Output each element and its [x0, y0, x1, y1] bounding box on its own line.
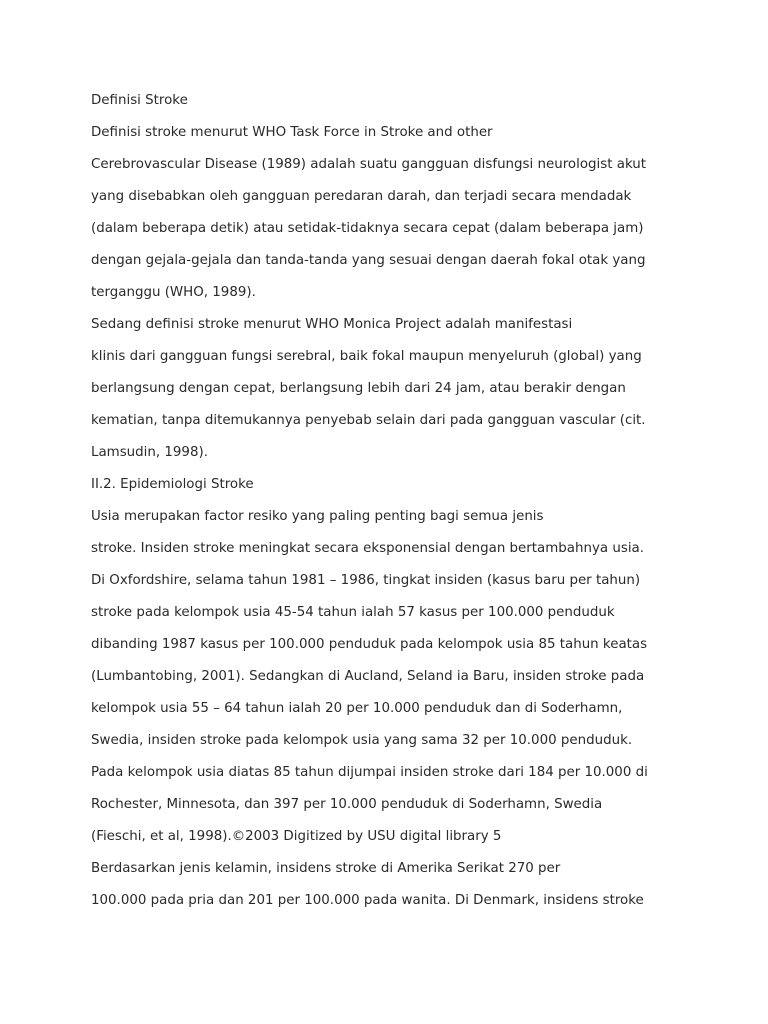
text-line: Pada kelompok usia diatas 85 tahun dijumpai insiden stroke dari 184 per 10.000 di [91, 765, 648, 780]
document-body [91, 89, 761, 921]
text-line: kematian, tanpa ditemukannya penyebab selain dari pada gangguan vascular (cit. [91, 413, 646, 428]
text-line: 100.000 pada pria dan 201 per 100.000 pada wanita. Di Denmark, insidens stroke [91, 893, 644, 908]
text-line: yang disebabkan oleh gangguan peredaran darah, dan terjadi secara mendadak [91, 189, 632, 204]
text-line: kelompok usia 55 – 64 tahun ialah 20 per 10.000 penduduk dan di Soderhamn, [91, 701, 623, 716]
heading-definisi-stroke: Definisi Stroke [91, 93, 188, 108]
text-line: terganggu (WHO, 1989). [91, 285, 256, 300]
text-line: Lamsudin, 1998). [91, 445, 208, 460]
text-line: Swedia, insiden stroke pada kelompok usia yang sama 32 per 10.000 penduduk. [91, 733, 633, 748]
text-line: stroke. Insiden stroke meningkat secara eksponensial dengan bertambahnya usia. [91, 541, 645, 556]
text-line: (Fieschi, et al, 1998).©2003 Digitized by USU digital library 5 [91, 829, 502, 844]
heading-epidemiologi-stroke: II.2. Epidemiologi Stroke [91, 477, 254, 492]
text-line: stroke pada kelompok usia 45-54 tahun ialah 57 kasus per 100.000 penduduk [91, 605, 615, 620]
text-line: Definisi stroke menurut WHO Task Force in Stroke and other [91, 125, 493, 140]
text-line: Berdasarkan jenis kelamin, insidens stroke di Amerika Serikat 270 per [91, 861, 561, 876]
text-line: (Lumbantobing, 2001). Sedangkan di Aucland, Seland ia Baru, insiden stroke pada [91, 669, 645, 684]
text-line: dengan gejala-gejala dan tanda-tanda yang sesuai dengan daerah fokal otak yang [91, 253, 646, 268]
text-line: Di Oxfordshire, selama tahun 1981 – 1986, tingkat insiden (kasus baru per tahun) [91, 573, 641, 588]
text-line: Usia merupakan factor resiko yang paling penting bagi semua jenis [91, 509, 544, 524]
text-line: dibanding 1987 kasus per 100.000 penduduk pada kelompok usia 85 tahun keatas [91, 637, 648, 652]
text-line: Rochester, Minnesota, dan 397 per 10.000 penduduk di Soderhamn, Swedia [91, 797, 603, 812]
text-line: berlangsung dengan cepat, berlangsung lebih dari 24 jam, atau berakir dengan [91, 381, 626, 396]
text-line: Sedang definisi stroke menurut WHO Monica Project adalah manifestasi [91, 317, 573, 332]
text-line: klinis dari gangguan fungsi serebral, baik fokal maupun menyeluruh (global) yang [91, 349, 642, 364]
text-line: Cerebrovascular Disease (1989) adalah suatu gangguan disfungsi neurologist akut [91, 157, 647, 172]
text-line: (dalam beberapa detik) atau setidak-tidaknya secara cepat (dalam beberapa jam) [91, 221, 644, 236]
